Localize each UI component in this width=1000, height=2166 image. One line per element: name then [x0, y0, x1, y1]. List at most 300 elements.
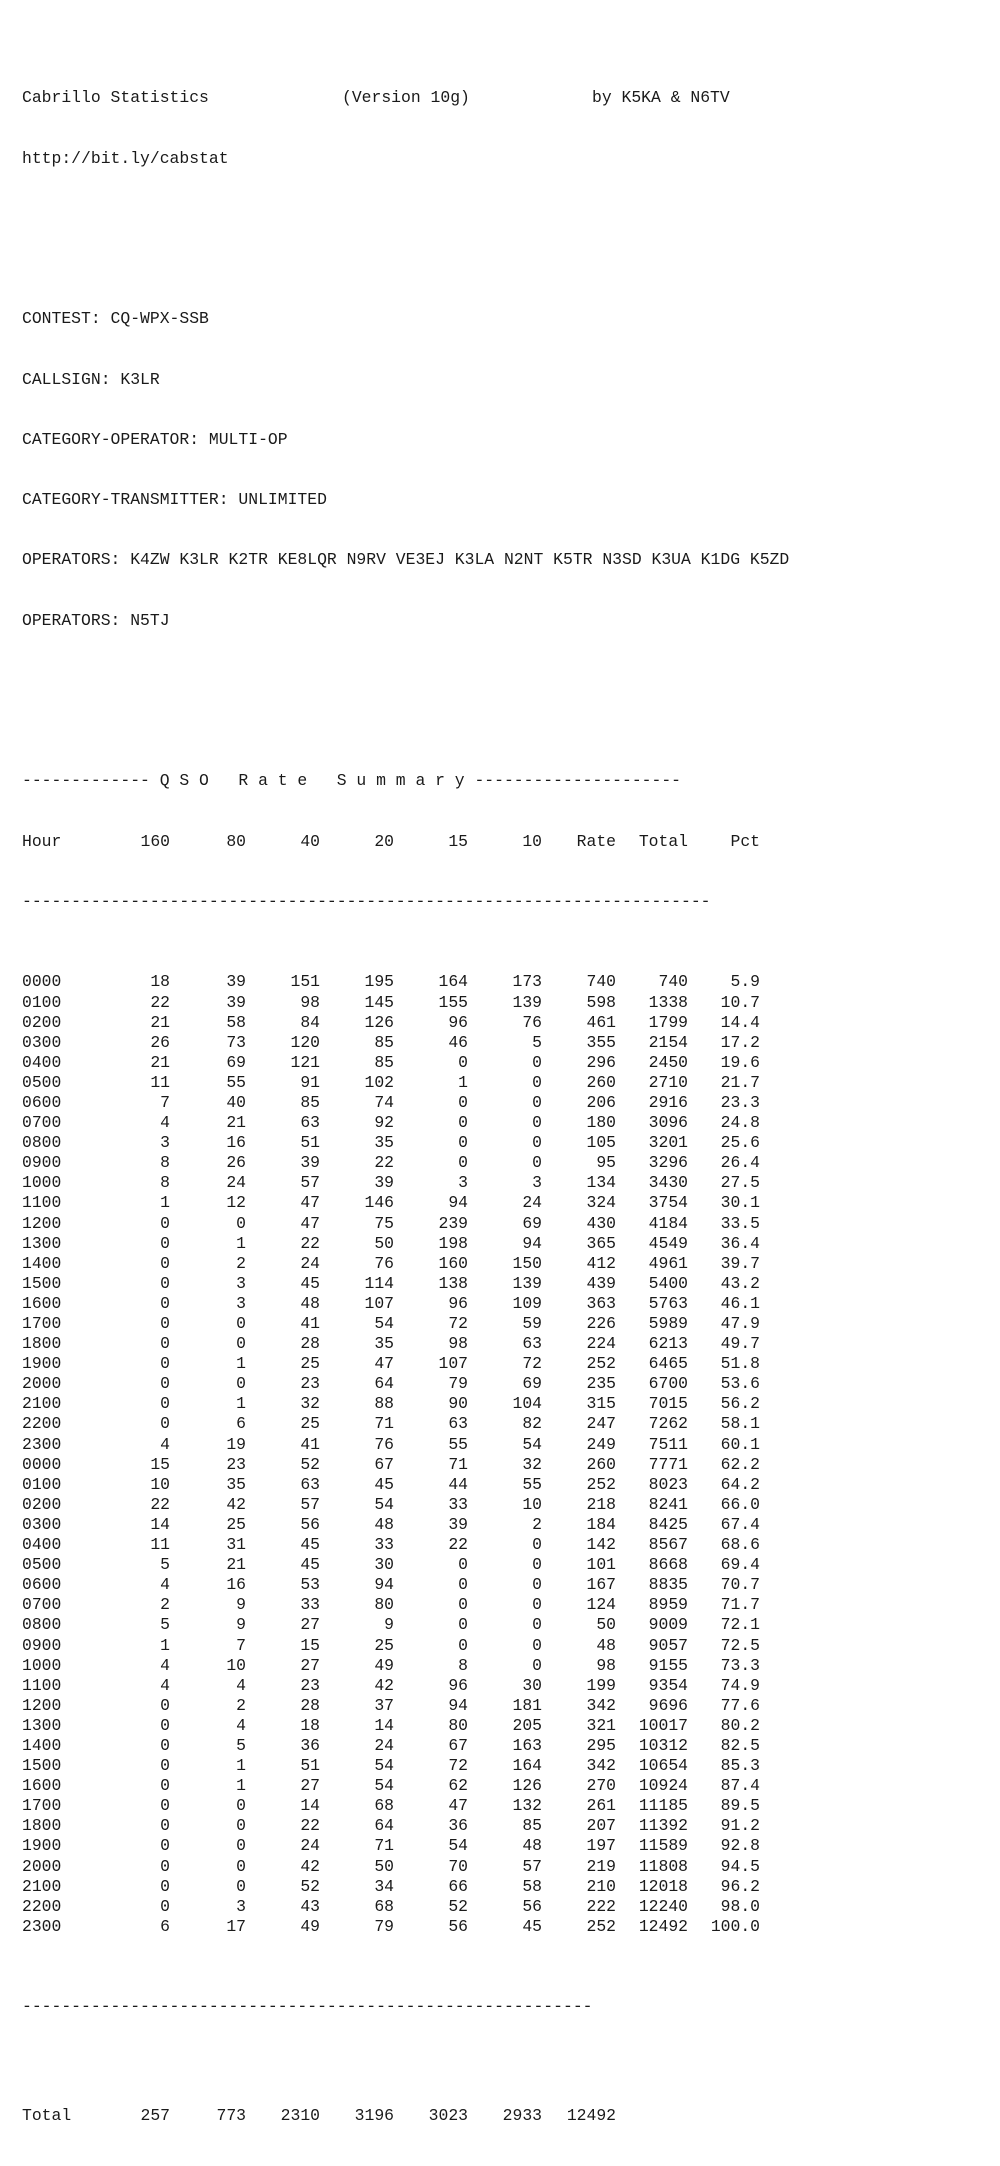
cell-80m: 3	[236, 1293, 246, 1313]
cell-80m: 0	[236, 1334, 246, 1354]
cell-20m: 47	[374, 1354, 394, 1374]
cell-pct: 74.9	[720, 1675, 760, 1695]
cell-20m: 126	[364, 1012, 394, 1032]
cell-160m: 0	[160, 1394, 170, 1414]
cell-total: 2154	[648, 1032, 688, 1052]
cell-15m: 52	[448, 1896, 468, 1916]
cell-40m: 15	[300, 1635, 320, 1655]
table-row	[22, 1475, 982, 1495]
cell-total: 6465	[648, 1354, 688, 1374]
cell-10m: 0	[532, 1575, 542, 1595]
cell-20m: 37	[374, 1695, 394, 1715]
table-row	[22, 1133, 982, 1153]
cell-20m: 54	[374, 1756, 394, 1776]
cell-80m: 3	[236, 1896, 246, 1916]
cell-40m: 43	[300, 1896, 320, 1916]
cell-20m: 146	[364, 1193, 394, 1213]
contest-line: CONTEST: CQ-WPX-SSB	[22, 309, 209, 329]
cell-40m: 57	[300, 1494, 320, 1514]
cell-hour: 0400	[22, 1535, 62, 1555]
cell-pct: 10.7	[720, 992, 760, 1012]
cell-160m: 1	[160, 1635, 170, 1655]
program-version: (Version 10g)	[342, 88, 470, 108]
cell-10m: 0	[532, 1595, 542, 1615]
cell-hour: 1200	[22, 1213, 62, 1233]
cell-160m: 3	[160, 1133, 170, 1153]
cell-20m: 42	[374, 1675, 394, 1695]
cell-40m: 120	[290, 1032, 320, 1052]
cell-15m: 72	[448, 1756, 468, 1776]
cell-10m: 48	[522, 1836, 542, 1856]
cell-rate: 184	[586, 1514, 616, 1534]
cell-40m: 85	[300, 1092, 320, 1112]
cell-pct: 49.7	[720, 1334, 760, 1354]
cell-20m: 45	[374, 1474, 394, 1494]
cell-total: 2916	[648, 1092, 688, 1112]
cell-rate: 324	[586, 1193, 616, 1213]
table-row	[22, 1435, 982, 1455]
cell-160m: 0	[160, 1756, 170, 1776]
cell-pct: 21.7	[720, 1072, 760, 1092]
cell-total: 10654	[638, 1756, 688, 1776]
cell-80m: 55	[226, 1072, 246, 1092]
cell-160m: 6	[160, 1916, 170, 1936]
table-row	[22, 1615, 982, 1635]
cell-40m: 28	[300, 1334, 320, 1354]
cell-80m: 39	[226, 992, 246, 1012]
cell-rate: 206	[586, 1092, 616, 1112]
cell-40m: 48	[300, 1293, 320, 1313]
cell-hour: 1900	[22, 1836, 62, 1856]
cell-20m: 74	[374, 1092, 394, 1112]
cell-hour: 2100	[22, 1394, 62, 1414]
cell-80m: 69	[226, 1052, 246, 1072]
table-row	[22, 1676, 982, 1696]
cell-20m: 54	[374, 1314, 394, 1333]
cell-hour: 2200	[22, 1414, 62, 1434]
table-row	[22, 972, 982, 992]
cell-15m: 71	[448, 1454, 468, 1474]
cell-160m: 0	[160, 1233, 170, 1253]
cell-40m: 52	[300, 1876, 320, 1896]
column-header-80m: 80	[226, 831, 246, 851]
cell-160m: 0	[160, 1836, 170, 1856]
cell-pct: 89.5	[720, 1796, 760, 1816]
cell-15m: 0	[458, 1635, 468, 1655]
cell-80m: 7	[236, 1635, 246, 1655]
cell-15m: 96	[448, 1293, 468, 1313]
column-header-hour: Hour	[22, 831, 62, 851]
cell-hour: 0600	[22, 1575, 62, 1595]
cell-15m: 0	[458, 1555, 468, 1575]
table-row	[22, 1736, 982, 1756]
cell-pct: 46.1	[720, 1293, 760, 1313]
cell-20m: 88	[374, 1394, 394, 1414]
cell-15m: 0	[458, 1615, 468, 1635]
cell-80m: 0	[236, 1856, 246, 1876]
cell-hour: 1100	[22, 1193, 62, 1213]
cell-80m: 35	[226, 1474, 246, 1494]
cell-40m: 45	[300, 1273, 320, 1293]
cell-40m: 56	[300, 1514, 320, 1534]
table-row	[22, 1414, 982, 1434]
cell-160m: 10	[150, 1474, 170, 1494]
total-15m: 3023	[428, 2105, 468, 2125]
cell-total: 9354	[648, 1675, 688, 1695]
cell-160m: 22	[150, 992, 170, 1012]
cell-10m: 205	[512, 1715, 542, 1735]
cell-hour: 0100	[22, 1474, 62, 1494]
callsign-line: CALLSIGN: K3LR	[22, 369, 160, 389]
cell-80m: 40	[226, 1092, 246, 1112]
cell-total: 11392	[638, 1816, 688, 1836]
cell-10m: 72	[522, 1354, 542, 1374]
cell-10m: 59	[522, 1314, 542, 1333]
cell-40m: 84	[300, 1012, 320, 1032]
cell-15m: 0	[458, 1092, 468, 1112]
cell-pct: 5.9	[730, 972, 760, 992]
cell-total: 12240	[638, 1896, 688, 1916]
cell-rate: 342	[586, 1695, 616, 1715]
cell-15m: 39	[448, 1514, 468, 1534]
table-row	[22, 1374, 982, 1394]
cell-rate: 197	[586, 1836, 616, 1856]
cell-40m: 27	[300, 1615, 320, 1635]
cell-total: 1799	[648, 1012, 688, 1032]
cell-20m: 195	[364, 972, 394, 992]
cell-15m: 198	[438, 1233, 468, 1253]
cell-80m: 16	[226, 1575, 246, 1595]
cell-80m: 1	[236, 1233, 246, 1253]
cell-160m: 0	[160, 1213, 170, 1233]
table-row	[22, 1595, 982, 1615]
operators-line-1: OPERATORS: K4ZW K3LR K2TR KE8LQR N9RV VE3EJ K3LA N2NT K5TR N3SD K3UA K1DG K5ZD	[22, 550, 790, 570]
cell-20m: 94	[374, 1575, 394, 1595]
table-row	[22, 1455, 982, 1475]
cell-15m: 36	[448, 1816, 468, 1836]
cell-40m: 47	[300, 1193, 320, 1213]
cell-10m: 132	[512, 1796, 542, 1816]
cell-pct: 53.6	[720, 1374, 760, 1394]
cell-hour: 0700	[22, 1113, 62, 1133]
cell-160m: 21	[150, 1052, 170, 1072]
cell-15m: 79	[448, 1374, 468, 1394]
cell-160m: 0	[160, 1354, 170, 1374]
total-160m: 257	[140, 2105, 170, 2125]
cell-pct: 17.2	[720, 1032, 760, 1052]
table-row	[22, 1575, 982, 1595]
cell-15m: 70	[448, 1856, 468, 1876]
cell-rate: 222	[586, 1896, 616, 1916]
cell-hour: 0100	[22, 992, 62, 1012]
table-row	[22, 1535, 982, 1555]
cell-15m: 56	[448, 1916, 468, 1936]
cell-40m: 52	[300, 1454, 320, 1474]
cell-rate: 207	[586, 1816, 616, 1836]
table-row	[22, 1334, 982, 1354]
cell-10m: 69	[522, 1374, 542, 1394]
cell-total: 7511	[648, 1434, 688, 1454]
cell-total: 4961	[648, 1253, 688, 1273]
cell-10m: 0	[532, 1113, 542, 1133]
cell-10m: 139	[512, 992, 542, 1012]
cell-hour: 0500	[22, 1555, 62, 1575]
cell-80m: 0	[236, 1816, 246, 1836]
cell-hour: 0000	[22, 972, 62, 992]
cell-15m: 0	[458, 1153, 468, 1173]
cell-hour: 2200	[22, 1896, 62, 1916]
cell-rate: 461	[586, 1012, 616, 1032]
cell-rate: 235	[586, 1374, 616, 1394]
table-row	[22, 1394, 982, 1414]
column-header-40m: 40	[300, 831, 320, 851]
cell-40m: 23	[300, 1675, 320, 1695]
cell-rate: 430	[586, 1213, 616, 1233]
cell-80m: 0	[236, 1836, 246, 1856]
cell-10m: 85	[522, 1816, 542, 1836]
cell-80m: 16	[226, 1133, 246, 1153]
cell-80m: 4	[236, 1675, 246, 1695]
table-row	[22, 1836, 982, 1856]
cell-10m: 2	[532, 1514, 542, 1534]
table-row	[22, 1636, 982, 1656]
cell-pct: 80.2	[720, 1715, 760, 1735]
cell-40m: 49	[300, 1916, 320, 1936]
cell-20m: 107	[364, 1293, 394, 1313]
cell-10m: 0	[532, 1133, 542, 1153]
cell-hour: 1900	[22, 1354, 62, 1374]
cell-20m: 75	[374, 1213, 394, 1233]
cell-160m: 22	[150, 1494, 170, 1514]
cell-40m: 18	[300, 1715, 320, 1735]
cell-160m: 4	[160, 1113, 170, 1133]
cell-10m: 139	[512, 1273, 542, 1293]
cell-160m: 21	[150, 1012, 170, 1032]
cell-20m: 49	[374, 1655, 394, 1675]
cell-80m: 12	[226, 1193, 246, 1213]
cell-20m: 85	[374, 1032, 394, 1052]
cell-hour: 1100	[22, 1675, 62, 1695]
table-row	[22, 1193, 982, 1213]
cell-rate: 218	[586, 1494, 616, 1514]
cell-total: 5400	[648, 1273, 688, 1293]
cell-40m: 39	[300, 1153, 320, 1173]
cell-40m: 41	[300, 1434, 320, 1454]
cell-total: 3296	[648, 1153, 688, 1173]
cell-15m: 22	[448, 1535, 468, 1555]
cell-160m: 4	[160, 1575, 170, 1595]
cell-rate: 247	[586, 1414, 616, 1434]
table-bottom-rule: ----------------------------------------------------------	[22, 1997, 593, 2017]
cell-10m: 24	[522, 1193, 542, 1213]
cell-10m: 58	[522, 1876, 542, 1896]
table-row	[22, 1756, 982, 1776]
cell-pct: 56.2	[720, 1394, 760, 1414]
cell-20m: 14	[374, 1715, 394, 1735]
cell-total: 740	[658, 972, 688, 992]
cell-15m: 63	[448, 1414, 468, 1434]
cell-rate: 180	[586, 1113, 616, 1133]
cell-20m: 39	[374, 1173, 394, 1193]
cell-rate: 252	[586, 1354, 616, 1374]
cell-160m: 0	[160, 1253, 170, 1273]
cell-total: 11589	[638, 1836, 688, 1856]
cell-pct: 26.4	[720, 1153, 760, 1173]
cell-pct: 58.1	[720, 1414, 760, 1434]
cell-15m: 1	[458, 1072, 468, 1092]
cell-rate: 219	[586, 1856, 616, 1876]
cell-40m: 27	[300, 1655, 320, 1675]
cell-hour: 1300	[22, 1233, 62, 1253]
cell-20m: 80	[374, 1595, 394, 1615]
cell-20m: 76	[374, 1434, 394, 1454]
cell-hour: 1700	[22, 1796, 62, 1816]
cell-10m: 0	[532, 1535, 542, 1555]
cell-160m: 5	[160, 1555, 170, 1575]
cell-rate: 167	[586, 1575, 616, 1595]
cell-15m: 47	[448, 1796, 468, 1816]
cell-40m: 32	[300, 1394, 320, 1414]
cell-40m: 22	[300, 1816, 320, 1836]
table-row	[22, 1274, 982, 1294]
cell-20m: 79	[374, 1916, 394, 1936]
cell-hour: 0200	[22, 1494, 62, 1514]
cell-total: 11808	[638, 1856, 688, 1876]
cell-rate: 210	[586, 1876, 616, 1896]
cell-20m: 64	[374, 1374, 394, 1394]
cell-total: 7015	[648, 1394, 688, 1414]
cell-rate: 98	[596, 1655, 616, 1675]
table-title-rule: ------------- Q S O R a t e S u m m a r y ---------------------	[22, 771, 682, 791]
cell-160m: 0	[160, 1374, 170, 1394]
column-header-160m: 160	[140, 831, 170, 851]
table-row	[22, 1013, 982, 1033]
cell-total: 12018	[638, 1876, 688, 1896]
cell-rate: 199	[586, 1675, 616, 1695]
total-40m: 2310	[280, 2105, 320, 2125]
total-rate: 12492	[566, 2105, 616, 2125]
cell-total: 12492	[638, 1916, 688, 1936]
cell-total: 7262	[648, 1414, 688, 1434]
cell-pct: 72.5	[720, 1635, 760, 1655]
cell-20m: 145	[364, 992, 394, 1012]
cell-rate: 740	[586, 972, 616, 992]
cell-160m: 0	[160, 1334, 170, 1354]
cell-pct: 71.7	[720, 1595, 760, 1615]
cell-10m: 104	[512, 1394, 542, 1414]
cell-40m: 45	[300, 1535, 320, 1555]
cell-160m: 0	[160, 1856, 170, 1876]
cell-total: 4184	[648, 1213, 688, 1233]
cell-20m: 114	[364, 1273, 394, 1293]
cell-rate: 95	[596, 1153, 616, 1173]
cell-20m: 34	[374, 1876, 394, 1896]
cell-hour: 0800	[22, 1133, 62, 1153]
table-row	[22, 1073, 982, 1093]
cell-160m: 0	[160, 1796, 170, 1816]
cell-pct: 51.8	[720, 1354, 760, 1374]
cell-total: 3754	[648, 1193, 688, 1213]
cell-160m: 14	[150, 1514, 170, 1534]
cell-total: 9696	[648, 1695, 688, 1715]
table-row	[22, 1314, 982, 1334]
cell-pct: 68.6	[720, 1535, 760, 1555]
cell-10m: 109	[512, 1293, 542, 1313]
cell-80m: 3	[236, 1273, 246, 1293]
cell-40m: 24	[300, 1836, 320, 1856]
cell-total: 8668	[648, 1555, 688, 1575]
cell-10m: 0	[532, 1655, 542, 1675]
cell-20m: 33	[374, 1535, 394, 1555]
cell-20m: 102	[364, 1072, 394, 1092]
cell-20m: 50	[374, 1233, 394, 1253]
cell-rate: 439	[586, 1273, 616, 1293]
cell-40m: 42	[300, 1856, 320, 1876]
cell-15m: 94	[448, 1695, 468, 1715]
cell-rate: 134	[586, 1173, 616, 1193]
cell-80m: 26	[226, 1153, 246, 1173]
cell-pct: 60.1	[720, 1434, 760, 1454]
cell-rate: 270	[586, 1776, 616, 1796]
cell-pct: 66.0	[720, 1494, 760, 1514]
cell-hour: 2000	[22, 1374, 62, 1394]
table-row	[22, 1153, 982, 1173]
cell-hour: 1800	[22, 1816, 62, 1836]
cell-pct: 14.4	[720, 1012, 760, 1032]
cell-160m: 4	[160, 1434, 170, 1454]
cell-15m: 90	[448, 1394, 468, 1414]
report-header	[22, 88, 982, 108]
cell-40m: 63	[300, 1113, 320, 1133]
cell-rate: 321	[586, 1715, 616, 1735]
cell-pct: 98.0	[720, 1896, 760, 1916]
cell-40m: 121	[290, 1052, 320, 1072]
table-row	[22, 1173, 982, 1193]
cell-40m: 22	[300, 1233, 320, 1253]
cell-160m: 11	[150, 1535, 170, 1555]
cell-20m: 76	[374, 1253, 394, 1273]
cell-rate: 224	[586, 1334, 616, 1354]
cell-80m: 21	[226, 1113, 246, 1133]
table-row	[22, 1234, 982, 1254]
column-header-pct: Pct	[730, 831, 760, 851]
cell-80m: 1	[236, 1354, 246, 1374]
cell-10m: 0	[532, 1635, 542, 1655]
cell-15m: 44	[448, 1474, 468, 1494]
cell-pct: 72.1	[720, 1615, 760, 1635]
table-row	[22, 1796, 982, 1816]
cell-10m: 126	[512, 1776, 542, 1796]
cell-15m: 72	[448, 1314, 468, 1333]
cell-80m: 1	[236, 1394, 246, 1414]
cell-total: 8241	[648, 1494, 688, 1514]
cell-20m: 30	[374, 1555, 394, 1575]
cell-hour: 1300	[22, 1715, 62, 1735]
cell-40m: 41	[300, 1314, 320, 1333]
table-row	[22, 1254, 982, 1274]
cell-80m: 9	[236, 1595, 246, 1615]
cell-pct: 43.2	[720, 1273, 760, 1293]
cell-rate: 260	[586, 1454, 616, 1474]
cell-rate: 50	[596, 1615, 616, 1635]
cell-20m: 25	[374, 1635, 394, 1655]
cell-pct: 73.3	[720, 1655, 760, 1675]
cell-10m: 94	[522, 1233, 542, 1253]
cell-15m: 46	[448, 1032, 468, 1052]
cell-total: 2450	[648, 1052, 688, 1072]
cell-40m: 57	[300, 1173, 320, 1193]
column-header-total: Total	[638, 831, 688, 851]
